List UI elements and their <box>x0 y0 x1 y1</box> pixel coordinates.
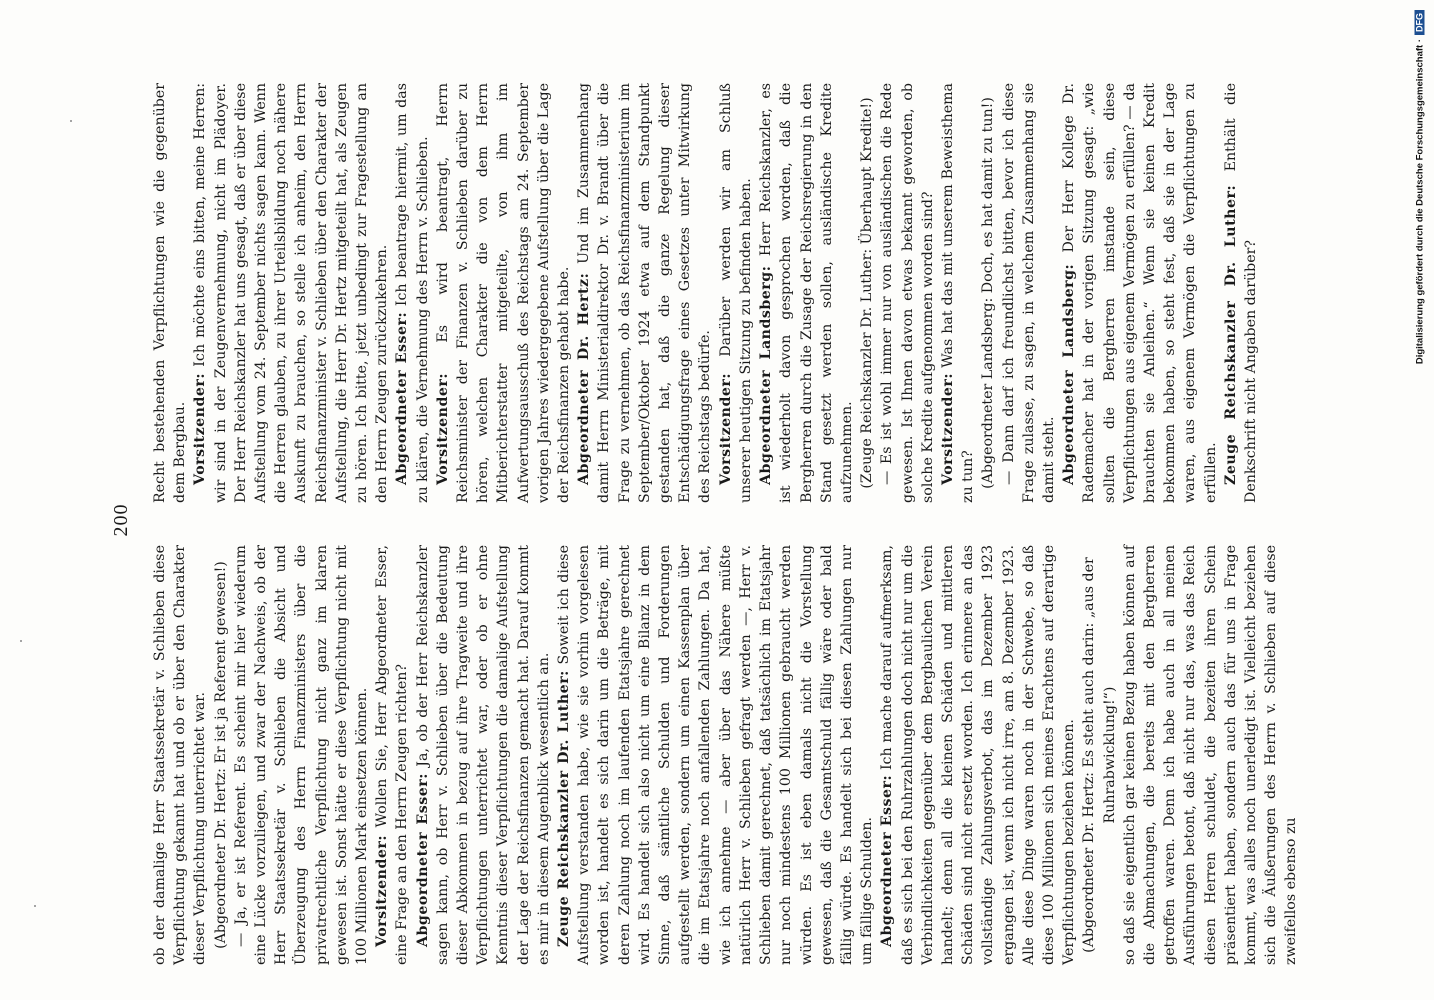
speech-paragraph <box>574 83 715 503</box>
speech-paragraph <box>877 545 1079 965</box>
paragraph: — Dann darf ich freundlichst bitten, bevor ich diese Frage zulasse, zu sagen, in welchem Zusammenhang sie damit steht. <box>1000 83 1057 503</box>
speaker-name: Abgeordneter Dr. Hertz: <box>576 272 593 485</box>
scan-speck <box>20 640 22 642</box>
speaker-name: Vorsitzender: <box>717 372 734 485</box>
speaker-name: Vorsitzender: <box>374 834 391 947</box>
dfg-logo: DFG <box>1415 10 1425 35</box>
speech-paragraph <box>554 545 877 965</box>
speech-text: Enthält die Denkschrift nicht Angaben darüber? <box>1222 83 1259 503</box>
speaker-name: Abgeordneter Esser: <box>879 774 896 947</box>
speaker-name: Zeuge Reichskanzler Dr. Luther: <box>556 670 573 947</box>
speaker-name: Vorsitzender: <box>434 372 451 485</box>
speech-text: Ja, ob der Herr Reichskanzler sagen kann, ob Herr v. Schlieben über die Bedeutung dieser Abkommen in bezug auf ihre Tragweite und ihre Verpflichtungen unterrichtet war, oder ob er ohne Kenntnis dieser Verpflichtungen die damalige Aufstellung der Lage der Reichsfinanzen gemacht hat. Darauf kommt es mir in diesem Augenblick wesentlich an. <box>414 545 552 965</box>
speaker-name: Zeuge Reichskanzler Dr. Luther: <box>1222 184 1239 485</box>
speech-paragraph <box>716 83 756 503</box>
speaker-name: Abgeordneter Esser: <box>414 773 431 947</box>
speech-text: Ich beantrage hiermit, um das zu klären, die Vernehmung des Herrn v. Schlieben. <box>394 83 431 503</box>
speech-paragraph <box>433 83 574 503</box>
paragraph: — Ja, er ist Referent. Es scheint mir hier wiederum eine Lücke vorzuliegen, und zwar der Nachweis, ob der Herr Staatssekretär v. Schlieben die Absicht und Überzeugung des Herrn Finanzministers über die privatrechtliche Verpflichtung nicht ganz im klaren gewesen ist. Sonst hätte er diese Verpflichtung nicht mit 100 Millionen Mark einsetzen können. <box>232 545 371 965</box>
speaker-name: Vorsitzender: <box>939 372 956 485</box>
speech-text: Soweit ich diese Aufstellung verstanden habe, wie sie vorhin vorgelesen worden ist, handelt es sich darin um die Beträge, mit deren Zahlung noch im laufenden Etatsjahre gerechnet wird. Es handelt sich also nicht um eine Bilanz in dem Sinne, daß sämtliche Schulden und Forderungen aufgestellt werden, sondern um einen Kassenplan über die im Etatsjahre noch anfallenden Zahlungen. Da hat, wie ich annehme — aber über das Nähere müßte natürlich Herr v. Schlieben gefragt werden —, Herr v. Schlieben damit gerechnet, daß tatsächlich im Etatsjahr nur noch mindestens 100 Millionen gebraucht werden würden. Es ist eben damals nicht die Vorstellung gewesen, daß die Gesamtschuld fällig wäre oder bald fällig würde. Es handelt sich bei diesen Zahlungen nur um fällige Schulden. <box>556 545 876 965</box>
speech-paragraph <box>1221 83 1261 503</box>
speech-text: Und im Zusammenhang damit Herrn Ministerialdirektor Dr. v. Brandt über die Frage zu vernehmen, ob das Reichsfinanzministerium im September/Oktober 1924 etwa auf dem Standpunkt gestanden hat, daß die ganze Regelung dieser Entschädigungsfrage eines Gesetzes unter Mitwirkung des Reichstags bedürfe. <box>576 83 714 503</box>
paragraph: Recht bestehenden Verpflichtungen wie die gegenüber dem Bergbau. <box>152 83 189 503</box>
page-number: 200 <box>110 503 132 537</box>
scan-speck <box>70 120 72 122</box>
digitization-credit <box>1408 6 1432 994</box>
speech-text: Herr Reichskanzler, es ist wiederholt davon gesprochen worden, daß die Bergherren durch die Zusage der Reichsregierung in den Stand gesetzt werden sollen, ausländische Kredite aufzunehmen. <box>758 83 855 503</box>
speech-paragraph <box>938 83 978 503</box>
speech-paragraph <box>372 545 412 965</box>
speech-paragraph <box>392 83 432 503</box>
paragraph: so daß sie eigentlich gar keinen Bezug haben können auf die Abmachungen, die bereits mit den Bergherren getroffen waren. Denn ich habe auch in all meinen Ausführungen betont, daß nicht nur das, was das Reich diesen Herren schuldet, die bezeiten ihren Schein präsentiert haben, sondern auch das für uns in Frage kommt, was alles noch unerledigt ist. Vielleicht beziehen sich die Äußerungen des Herrn v. Schlieben auf diese zweifellos ebenso zu <box>1121 545 1300 965</box>
paragraph: ob der damalige Herr Staatssekretär v. Schlieben diese Verpflichtung gekannt hat und ob er über den Charakter dieser Verpflichtung unterrichtet war. <box>152 545 209 965</box>
speech-text: Der Herr Kollege Dr. Rademacher hat in der vorigen Sitzung gesagt: „wie sollten die Bergherren imstande sein, diese Verpflichtungen aus eigenem Vermögen zu erfüllen? — da brauchten sie Anleihen.“ Wenn sie keinen Kredit bekommen haben, so steht fest, daß sie in der Lage waren, aus eigenem Vermögen die Verpflichtungen zu erfüllen. <box>1061 83 1219 503</box>
speech-text: Es wird beantragt, Herrn Reichsminister der Finanzen v. Schlieben darüber zu hören, welchen Charakter die von dem Herrn Mitberichterstatter mitgeteilte, von ihm im Aufwertungsausschuß des Reichstags am 24. September vorigen Jahres wiedergegebene Aufstellung über die Lage der Reichsfinanzen gehabt habe. <box>434 83 573 503</box>
scan-speck <box>34 905 36 907</box>
speech-text: Darüber werden wir am Schluß unserer heutigen Sitzung zu befinden haben. <box>717 83 754 503</box>
speech-text: Ich möchte eins bitten, meine Herren: wir sind in der Zeugenvernehmung, nicht im Plädoyer. Der Herr Reichskanzler hat uns gesagt, daß er über diese Aufstellung vom 24. September nichts sagen kann. Wenn die Herren glauben, zu ihrer Urteilsbildung noch nähere Auskunft zu brauchen, so stelle ich anheim, den Herrn Reichsfinanzminister v. Schlieben über den Charakter der Aufstellung, die Herr Dr. Hertz mitgeteilt hat, als Zeugen zu hören. Ich bitte, jetzt unbedingt zur Fragestellung an den Herrn Zeugen zurückzukehren. <box>192 83 391 503</box>
paragraph: — Es ist wohl immer nur von ausländischen die Rede gewesen. Ist Ihnen davon etwas bekannt geworden, ob solche Kredite aufgenommen worden sind? <box>879 83 936 503</box>
credit-text: Digitalisierung gefördert durch die Deutsche Forschungsgemeinschaft · <box>1414 39 1426 365</box>
speech-paragraph <box>190 83 392 503</box>
right-text-column <box>150 83 1261 503</box>
speech-text: Ich mache darauf aufmerksam, daß es sich bei den Ruhrzahlungen doch nicht nur um die Verbindlichkeiten gegenüber dem Bergbaulichen Verein handelt; denn all die kleinen Schäden und mittleren Schäden sind nicht ersetzt worden. Ich erinnere an das vollständige Zahlungsverbot, das im Dezember 1923 ergangen ist, wenn ich nicht irre, am 8. Dezember 1923. Alle diese Dinge waren noch in der Schwebe, so daß diese 100 Millionen sich meines Erachtens auf derartige Verpflichtungen beziehen können. <box>879 545 1078 965</box>
speech-paragraph <box>1059 83 1221 503</box>
interjection: (Abgeordneter Dr. Hertz: Es steht auch darin: „aus der Ruhrabwicklung!“) <box>1081 557 1118 953</box>
rotated-document-page <box>110 75 1300 965</box>
speech-paragraph <box>413 545 554 965</box>
speaker-name: Abgeordneter Esser: <box>394 311 411 485</box>
interjection: (Zeuge Reichskanzler Dr. Luther: Überhaupt Kredite!) <box>859 97 876 489</box>
left-text-column <box>150 545 1302 965</box>
interjection: (Abgeordneter Dr. Hertz: Er ist ja Referent gewesen!) <box>212 561 229 949</box>
credit-line <box>1415 10 1426 990</box>
interjection: (Abgeordneter Landsberg: Doch, es hat damit zu tun!) <box>980 97 997 489</box>
speech-text: Was hat das mit unserem Beweisthema zu tun? <box>939 83 977 503</box>
speaker-name: Vorsitzender: <box>192 372 209 485</box>
speech-paragraph <box>756 83 857 503</box>
speech-text: Wollen Sie, Herr Abgeordneter Esser, eine Frage an den Herrn Zeugen richten? <box>374 545 411 965</box>
speaker-name: Abgeordneter Landsberg: <box>1061 263 1078 485</box>
speaker-name: Abgeordneter Landsberg: <box>758 265 775 485</box>
